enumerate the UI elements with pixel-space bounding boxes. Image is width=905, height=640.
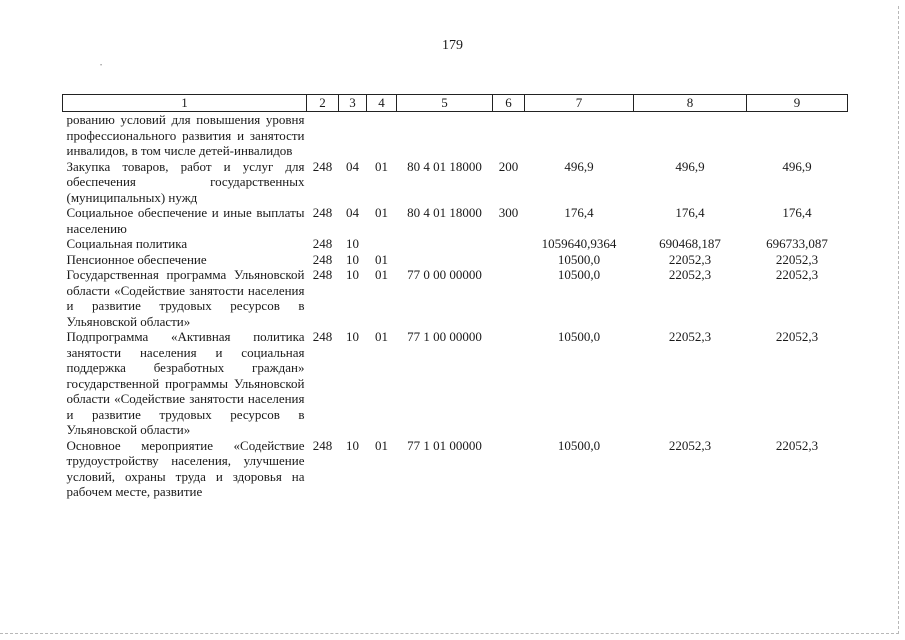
row-subsection-code: 01 <box>375 158 388 174</box>
row-amount-col9: 22052,3 <box>775 437 819 453</box>
row-expense-type <box>493 267 525 329</box>
row-target-code <box>397 236 493 252</box>
row-name: Подпрограмма «Активная политика занятости населения и социальная поддержка безработных граждан» государственной программы Ульяновской области «Содействие занятости населения и развитие трудовых ресурсов в Ульяновской области» <box>66 329 305 437</box>
row-ministry-code: 248 <box>312 437 333 453</box>
row-amount-col8: 22052,3 <box>668 267 712 282</box>
row-ministry-code: 248 <box>312 236 333 251</box>
row-expense-type <box>493 329 525 438</box>
column-header: 9 <box>747 95 848 112</box>
row-name: Социальная политика <box>66 236 188 251</box>
row-expense-type: 300 <box>498 205 519 220</box>
row-section-code <box>339 112 367 159</box>
row-name: Пенсионное обеспечение <box>66 251 207 267</box>
row-amount-col8: 22052,3 <box>668 251 712 267</box>
row-amount-col9: 496,9 <box>782 158 812 174</box>
row-name: Основное мероприятие «Содействие трудоустройству населения, улучшение условий, охраны труда и здоровья на рабочем месте, развитие <box>66 437 305 499</box>
table-row <box>63 236 848 252</box>
column-header: 7 <box>525 95 634 112</box>
row-ministry-code: 248 <box>312 267 333 282</box>
row-target-code: 77 0 00 00000 <box>407 267 482 282</box>
column-header: 5 <box>397 95 493 112</box>
row-section-code: 10 <box>346 267 359 282</box>
row-subsection-code <box>367 236 397 252</box>
row-amount-col7: 10500,0 <box>557 267 601 282</box>
page-edge-right <box>898 6 899 634</box>
row-ministry-code: 248 <box>312 329 333 344</box>
column-header: 1 <box>63 95 307 112</box>
row-amount-col8: 690468,187 <box>659 236 721 251</box>
row-amount-col7 <box>525 112 634 159</box>
row-amount-col8: 22052,3 <box>668 329 712 344</box>
column-header: 6 <box>493 95 525 112</box>
column-header: 2 <box>307 95 339 112</box>
row-section-code: 04 <box>346 158 359 174</box>
table-header-row <box>63 95 848 112</box>
row-section-code: 10 <box>346 329 359 344</box>
row-target-code: 80 4 01 18000 <box>407 205 482 220</box>
row-amount-col8: 496,9 <box>675 158 705 174</box>
row-amount-col7: 10500,0 <box>557 329 601 344</box>
row-amount-col9: 176,4 <box>782 205 812 220</box>
row-ministry-code: 248 <box>312 251 333 267</box>
row-amount-col9: 22052,3 <box>775 329 819 344</box>
row-amount-col8: 22052,3 <box>668 437 712 453</box>
row-ministry-code: 248 <box>312 205 333 220</box>
table-row <box>63 329 848 438</box>
table-row <box>63 159 848 206</box>
row-expense-type: 200 <box>498 158 519 174</box>
row-amount-col8: 176,4 <box>675 205 705 220</box>
budget-table <box>62 94 848 500</box>
row-section-code: 04 <box>346 205 359 220</box>
row-subsection-code: 01 <box>375 251 388 267</box>
page-edge-bottom <box>0 633 899 634</box>
row-target-code <box>397 112 493 159</box>
row-expense-type <box>493 252 525 268</box>
table-row <box>63 112 848 159</box>
row-amount-col8 <box>634 112 747 159</box>
row-amount-col9 <box>747 112 848 159</box>
row-name: рованию условий для повышения уровня профессионального развития и занятости инвалидов, в том числе детей-инвалидов <box>66 112 305 158</box>
row-amount-col7: 10500,0 <box>557 251 601 267</box>
scan-speck: • <box>100 63 103 69</box>
row-amount-col7: 1059640,9364 <box>541 236 617 251</box>
table-row <box>63 205 848 236</box>
table-row <box>63 267 848 329</box>
column-header: 8 <box>634 95 747 112</box>
row-target-code: 77 1 01 00000 <box>407 437 482 453</box>
row-amount-col7: 10500,0 <box>557 437 601 453</box>
row-amount-col9: 22052,3 <box>775 267 819 282</box>
row-target-code: 80 4 01 18000 <box>407 158 482 174</box>
column-header: 4 <box>367 95 397 112</box>
row-expense-type <box>493 236 525 252</box>
row-amount-col9: 696733,087 <box>766 236 828 251</box>
row-target-code <box>397 252 493 268</box>
row-amount-col7: 176,4 <box>564 205 594 220</box>
row-section-code: 10 <box>346 251 359 267</box>
row-subsection-code: 01 <box>375 205 388 220</box>
row-section-code: 10 <box>346 437 359 453</box>
column-header: 3 <box>339 95 367 112</box>
row-subsection-code: 01 <box>375 437 388 453</box>
row-expense-type <box>493 112 525 159</box>
row-target-code: 77 1 00 00000 <box>407 329 482 344</box>
row-ministry-code: 248 <box>312 158 333 174</box>
row-amount-col9: 22052,3 <box>775 251 819 267</box>
row-expense-type <box>493 438 525 500</box>
row-ministry-code <box>307 112 339 159</box>
row-amount-col7: 496,9 <box>564 158 594 174</box>
row-name: Государственная программа Ульяновской области «Содействие занятости населения и развитие трудовых ресурсов в Ульяновской области» <box>66 267 305 329</box>
row-subsection-code: 01 <box>375 267 388 282</box>
table-row <box>63 252 848 268</box>
row-subsection-code <box>367 112 397 159</box>
page-number: 179 <box>442 38 463 53</box>
row-name: Закупка товаров, работ и услуг для обеспечения государственных (муниципальных) нужд <box>66 158 305 205</box>
row-section-code: 10 <box>346 236 359 251</box>
row-name: Социальное обеспечение и иные выплаты населению <box>66 205 305 236</box>
table-row <box>63 438 848 500</box>
row-subsection-code: 01 <box>375 329 388 344</box>
